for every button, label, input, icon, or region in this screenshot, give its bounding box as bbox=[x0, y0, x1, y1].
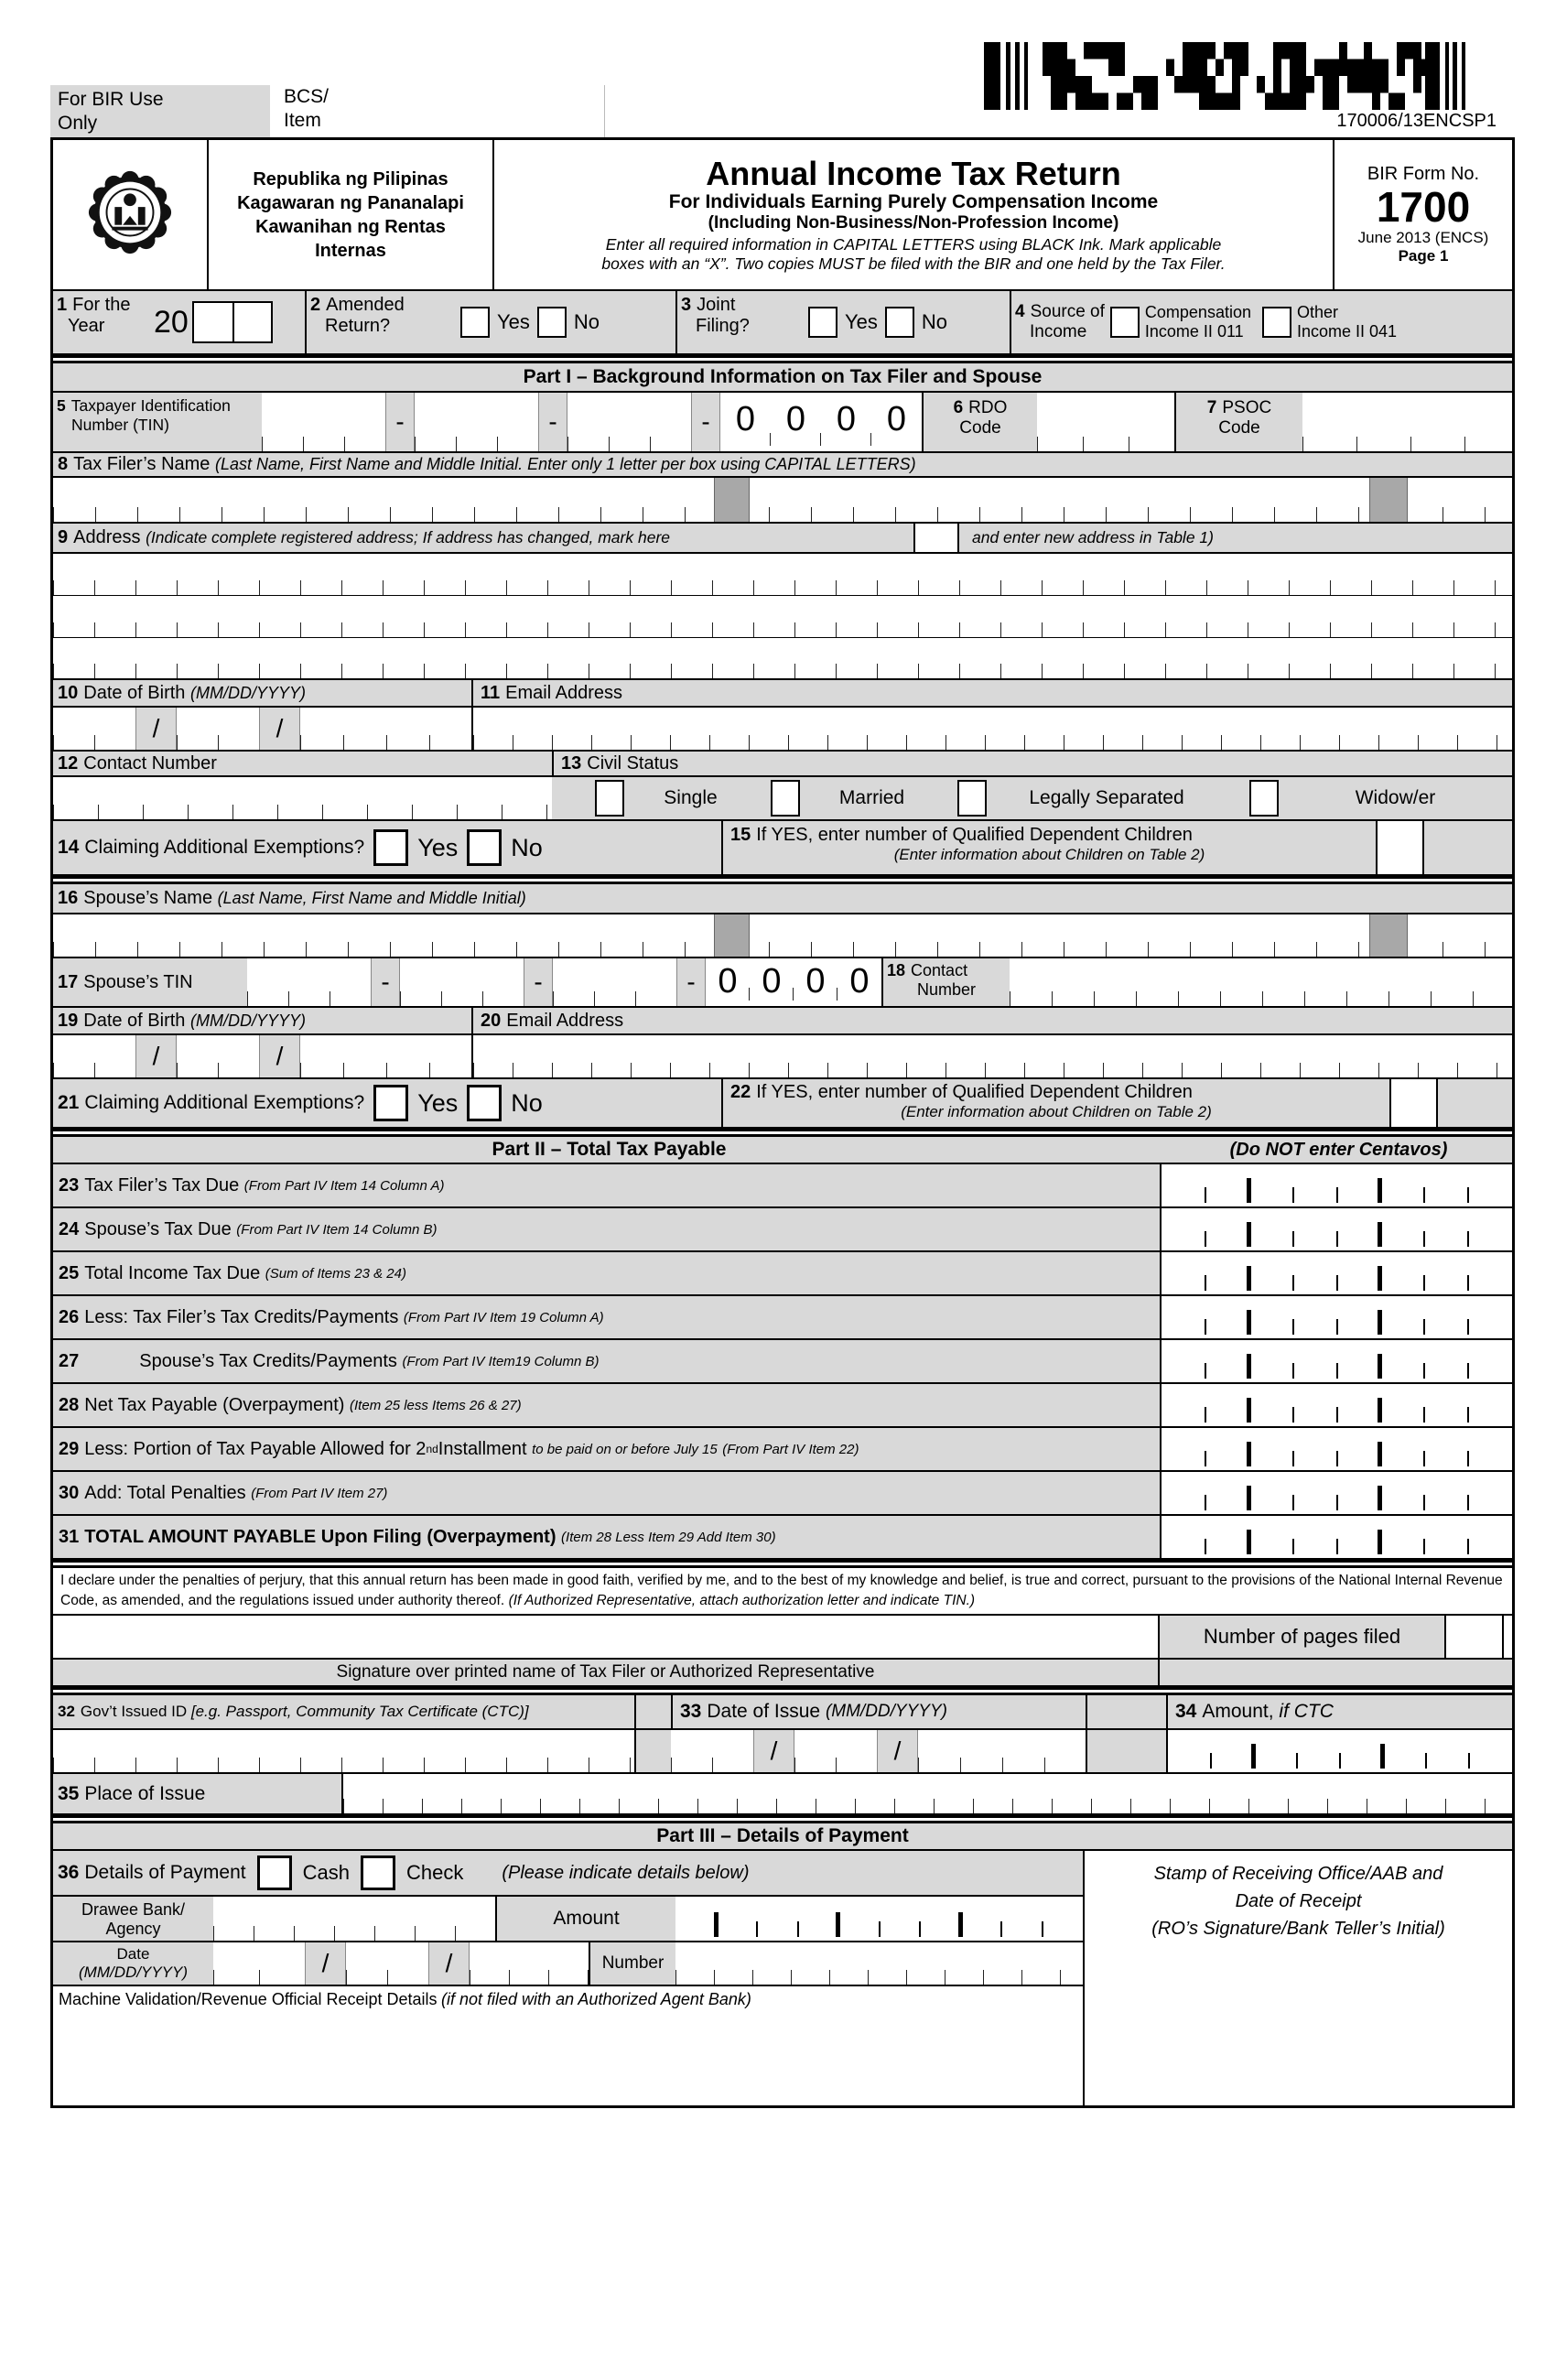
amended-yes-checkbox[interactable] bbox=[460, 307, 490, 338]
items21-22-row bbox=[53, 1079, 1512, 1129]
item35-label: 35 Place of Issue bbox=[53, 1774, 341, 1813]
part1-header: Part I – Background Information on Tax Filer and Spouse bbox=[53, 363, 1512, 393]
payment-amount-label: Amount bbox=[495, 1897, 675, 1941]
item9-label: 9 Address (Indicate complete registered address; If address has changed, mark here bbox=[53, 524, 913, 552]
bir-seal-icon bbox=[85, 168, 175, 262]
address-line3-input[interactable] bbox=[53, 638, 1512, 680]
year-input[interactable] bbox=[192, 301, 273, 343]
tin-branch-0000: 0 0 0 0 bbox=[720, 393, 922, 451]
for-bir-use-line2: Only bbox=[58, 113, 98, 135]
spouse-contact-number-input[interactable] bbox=[1010, 958, 1512, 1006]
exemptions-yes-checkbox[interactable] bbox=[373, 829, 408, 866]
spouse-dob-month-input[interactable] bbox=[53, 1035, 135, 1077]
section-divider bbox=[53, 1129, 1512, 1137]
section-divider bbox=[53, 1815, 1512, 1823]
part2-row-28: 28 Net Tax Payable (Overpayment) (Item 25 less Items 26 & 27) bbox=[53, 1384, 1512, 1428]
item6-label: 6 RDO Code bbox=[922, 393, 1037, 451]
amount-24-input[interactable] bbox=[1160, 1208, 1512, 1250]
spouse-tin-branch-0000: 0 0 0 0 bbox=[706, 958, 881, 1006]
address-line2-input[interactable] bbox=[53, 596, 1512, 638]
items10-11-label-row bbox=[53, 680, 1512, 708]
part3-header: Part III – Details of Payment bbox=[53, 1823, 1512, 1851]
amount-31-input[interactable] bbox=[1160, 1516, 1512, 1558]
section-divider bbox=[53, 1687, 1512, 1695]
joint-yes-checkbox[interactable] bbox=[808, 307, 837, 338]
spouse-dob-day-input[interactable] bbox=[177, 1035, 259, 1077]
item34-label: 34 Amount, if CTC bbox=[1166, 1695, 1512, 1728]
dob-year-input[interactable] bbox=[300, 708, 471, 750]
part3-left bbox=[53, 1851, 1085, 2105]
part2-row-31: 31 TOTAL AMOUNT PAYABLE Upon Filing (Overpayment) (Item 28 Less Item 29 Add Item 30) bbox=[53, 1516, 1512, 1560]
name-separator-band bbox=[714, 914, 750, 957]
spouse-name-input[interactable] bbox=[53, 914, 1512, 958]
form-no-label: BIR Form No. bbox=[1367, 163, 1480, 184]
part2-header: Part II – Total Tax Payable (Do NOT enter Centavos) bbox=[53, 1137, 1512, 1164]
bir-seal-cell bbox=[53, 140, 207, 289]
check-checkbox[interactable] bbox=[361, 1855, 395, 1890]
item3-label: 3 Joint Filing? bbox=[675, 291, 808, 353]
row-items-1-4 bbox=[53, 291, 1512, 355]
agency-name: Republika ng Pilipinas Kagawaran ng Pananalapi Kawanihan ng Rentas Internas bbox=[207, 140, 492, 289]
form-subtitle2: (Including Non-Business/Non-Profession Income) bbox=[708, 213, 1119, 233]
item18-label: 18 Contact Number bbox=[881, 958, 1010, 1006]
signature-label-row bbox=[53, 1660, 1512, 1687]
section-divider bbox=[53, 876, 1512, 884]
spouse-dob-year-input[interactable] bbox=[300, 1035, 471, 1077]
item1-label: 1 For the Year bbox=[57, 295, 131, 336]
item1-year bbox=[154, 291, 305, 353]
contact-number-input[interactable] bbox=[53, 777, 552, 819]
spouse-exemptions-no-checkbox[interactable] bbox=[467, 1085, 502, 1121]
drawee-bank-input[interactable] bbox=[213, 1897, 495, 1941]
part2-row-24: 24 Spouse’s Tax Due (From Part IV Item 14 Column B) bbox=[53, 1208, 1512, 1252]
form-title-cell bbox=[492, 140, 1333, 289]
item36-row: 36 Details of Payment Cash Check (Please indicate details below) bbox=[53, 1851, 1085, 1897]
item14: 14 Claiming Additional Exemptions? Yes No bbox=[53, 821, 721, 874]
items19-20-label-row bbox=[53, 1008, 1512, 1035]
item21: 21 Claiming Additional Exemptions? Yes No bbox=[53, 1079, 721, 1127]
items12-13-label-row bbox=[53, 752, 1512, 777]
taxfiler-name-input[interactable] bbox=[53, 478, 1512, 524]
barcode bbox=[984, 42, 1497, 132]
dob-slash2: / bbox=[259, 708, 300, 750]
items10-11-input-row bbox=[53, 708, 1512, 752]
form-no: 1700 bbox=[1376, 182, 1471, 231]
payment-date-number-row: Date (MM/DD/YYYY) / / Number bbox=[53, 1942, 1085, 1986]
section-divider bbox=[53, 355, 1512, 363]
part2-row-23: 23 Tax Filer’s Tax Due (From Part IV Item 14 Column A) bbox=[53, 1164, 1512, 1208]
part2-row-29: 29 Less: Portion of Tax Payable Allowed for 2 nd Installment to be paid on or before July 15 (From Part IV Item 22) bbox=[53, 1428, 1512, 1472]
tin-dash2: - bbox=[538, 393, 567, 451]
spouse-tin-group3-input[interactable] bbox=[553, 958, 676, 1006]
part3-body bbox=[53, 1851, 1512, 2105]
spouse-email-input[interactable] bbox=[471, 1035, 1512, 1077]
bcs-item-label: BCS/ Item bbox=[284, 86, 330, 132]
form-instructions1: Enter all required information in CAPITAL LETTERS using BLACK Ink. Mark applicable bbox=[605, 235, 1222, 254]
spouse-tin-dash1: - bbox=[371, 958, 400, 1006]
item35-row bbox=[53, 1774, 1512, 1815]
item20-label: 20 Email Address bbox=[471, 1008, 1512, 1033]
drawee-amount-row bbox=[53, 1897, 1085, 1942]
drawee-bank-label: Drawee Bank/ Agency bbox=[53, 1897, 213, 1941]
address-changed-checkbox[interactable] bbox=[913, 524, 959, 552]
address-line1-input[interactable] bbox=[53, 554, 1512, 596]
spouse-dob-slash2: / bbox=[259, 1035, 300, 1077]
govt-id-input[interactable] bbox=[53, 1730, 634, 1772]
year-prefix: 20 bbox=[154, 304, 189, 340]
joint-no-checkbox[interactable] bbox=[885, 307, 914, 338]
email-input[interactable] bbox=[471, 708, 1512, 750]
item32-label: 32 Gov’t Issued ID [e.g. Passport, Community Tax Certificate (CTC)] bbox=[53, 1695, 634, 1728]
form-number-cell bbox=[1333, 140, 1512, 289]
amount-29-input[interactable] bbox=[1160, 1428, 1512, 1470]
no-centavos-note: (Do NOT enter Centavos) bbox=[1229, 1139, 1448, 1160]
form-subtitle1: For Individuals Earning Purely Compensation Income bbox=[668, 191, 1159, 213]
payment-date-day-input[interactable] bbox=[346, 1942, 428, 1985]
item11-label: 11 Email Address bbox=[471, 680, 1512, 706]
for-bir-use-box bbox=[50, 85, 270, 137]
items32-34-label-row bbox=[53, 1695, 1512, 1730]
row-tin bbox=[53, 393, 1512, 453]
signature-caption: Signature over printed name of Tax Filer or Authorized Representative bbox=[53, 1660, 1158, 1685]
stamp-box bbox=[1085, 1851, 1512, 2105]
civil-widow-checkbox[interactable] bbox=[1249, 780, 1279, 817]
amount-27-input[interactable] bbox=[1160, 1340, 1512, 1382]
dob-day-input[interactable] bbox=[177, 708, 259, 750]
machine-validation-label: Machine Validation/Revenue Official Receipt Details bbox=[59, 1990, 438, 2008]
item8-label-row: 8 Tax Filer’s Name (Last Name, First Name and Middle Initial. Enter only 1 letter per box using CAPITAL LETTERS) bbox=[53, 453, 1512, 478]
form-1700 bbox=[50, 137, 1515, 2108]
item15: 15 If YES, enter number of Qualified Dependent Children (Enter information about Children on Table 2) bbox=[721, 821, 1376, 874]
part2-row-25: 25 Total Income Tax Due (Sum of Items 23 & 24) bbox=[53, 1252, 1512, 1296]
signature-row bbox=[53, 1616, 1512, 1660]
amended-no-checkbox[interactable] bbox=[537, 307, 567, 338]
spouse-tin-dash3: - bbox=[676, 958, 706, 1006]
ctc-amount-input[interactable] bbox=[1166, 1730, 1512, 1772]
tin-group2-input[interactable] bbox=[415, 393, 538, 451]
other-income-label: Other Income II 041 bbox=[1296, 303, 1398, 341]
machine-validation-box: Machine Validation/Revenue Official Receipt Details (if not filed with an Authorized Agent Bank) bbox=[53, 1986, 1085, 2105]
item2-label: 2 Amended Return? bbox=[305, 291, 460, 353]
compensation-income-label: Compensation Income II 011 bbox=[1144, 303, 1251, 341]
cash-checkbox[interactable] bbox=[257, 1855, 292, 1890]
item3-options: Yes No bbox=[808, 291, 1010, 353]
item12-label: 12 Contact Number bbox=[53, 752, 552, 775]
form-page-no: Page 1 bbox=[1398, 247, 1449, 265]
items19-20-input-row bbox=[53, 1035, 1512, 1079]
check-number-input[interactable] bbox=[675, 1942, 1083, 1985]
tin-dash3: - bbox=[691, 393, 720, 451]
tin-dash1: - bbox=[385, 393, 415, 451]
spouse-exemptions-yes-checkbox[interactable] bbox=[373, 1085, 408, 1121]
pages-filed-label: Number of pages filed bbox=[1158, 1616, 1444, 1658]
amount-28-input[interactable] bbox=[1160, 1384, 1512, 1426]
name-separator-band bbox=[1369, 478, 1408, 522]
item17-label: 17 Spouse’s TIN bbox=[53, 958, 247, 1006]
qualified-children-count-input[interactable] bbox=[1376, 821, 1424, 874]
name-separator-band bbox=[1369, 914, 1408, 957]
amount-25-input[interactable] bbox=[1160, 1252, 1512, 1294]
civil-married-checkbox[interactable] bbox=[771, 780, 800, 817]
item7-label: 7 PSOC Code bbox=[1174, 393, 1302, 451]
items17-18-row bbox=[53, 958, 1512, 1008]
payment-amount-input[interactable] bbox=[675, 1897, 1083, 1941]
part2-row-26: 26 Less: Tax Filer’s Tax Credits/Payments (From Part IV Item 19 Column A) bbox=[53, 1296, 1512, 1340]
payment-date-month-input[interactable] bbox=[213, 1942, 305, 1985]
exemptions-no-checkbox[interactable] bbox=[467, 829, 502, 866]
form-instructions2: boxes with an “X”. Two copies MUST be filed with the BIR and one held by the Tax Filer. bbox=[601, 254, 1226, 274]
payment-date-year-input[interactable] bbox=[470, 1942, 589, 1985]
amount-30-input[interactable] bbox=[1160, 1472, 1512, 1514]
barcode-caption: 170006/13ENCSP1 bbox=[1336, 111, 1497, 131]
section-divider bbox=[53, 1560, 1512, 1568]
signature-input[interactable] bbox=[53, 1616, 1158, 1658]
form-title: Annual Income Tax Return bbox=[706, 154, 1121, 192]
civil-legally-separated-checkbox[interactable] bbox=[957, 780, 987, 817]
compensation-income-checkbox[interactable] bbox=[1110, 307, 1140, 338]
part2-row-27: 27 Spouse’s Tax Credits/Payments (From Part IV Item19 Column B) bbox=[53, 1340, 1512, 1384]
dob-slash1: / bbox=[135, 708, 177, 750]
check-number-label: Number bbox=[589, 1942, 675, 1985]
item16-label-row: 16 Spouse’s Name (Last Name, First Name and Middle Initial) bbox=[53, 884, 1512, 914]
spouse-qualified-children-count-input[interactable] bbox=[1389, 1079, 1438, 1127]
top-strip-divider bbox=[604, 85, 605, 137]
date-of-issue-input[interactable]: / / bbox=[671, 1730, 1086, 1772]
part2-row-30: 30 Add: Total Penalties (From Part IV Item 27) bbox=[53, 1472, 1512, 1516]
item22: 22 If YES, enter number of Qualified Dependent Children (Enter information about Children on Table 2) bbox=[721, 1079, 1389, 1127]
item2-options: Yes No bbox=[460, 291, 675, 353]
items12-13-input-row bbox=[53, 777, 1512, 821]
civil-status-options: Single Married Legally Separated Widow/er bbox=[552, 777, 1512, 819]
rdo-code-input[interactable] bbox=[1037, 393, 1174, 451]
item13-label: 13 Civil Status bbox=[552, 752, 1512, 775]
item10-label: 10 Date of Birth (MM/DD/YYYY) bbox=[53, 680, 471, 706]
item5-label: 5 Taxpayer Identification Number (TIN) bbox=[53, 393, 262, 451]
item4-source-of-income: 4 Source of Income Compensation Income II 011 Other Income II 041 bbox=[1010, 291, 1512, 353]
spouse-tin-dash2: - bbox=[524, 958, 553, 1006]
spouse-tin-group2-input[interactable] bbox=[400, 958, 524, 1006]
payment-hint: (Please indicate details below) bbox=[502, 1862, 750, 1883]
tin-group1-input[interactable] bbox=[262, 393, 385, 451]
civil-single-checkbox[interactable] bbox=[595, 780, 624, 817]
name-separator-band bbox=[714, 478, 750, 522]
items32-34-input-row bbox=[53, 1730, 1512, 1774]
spouse-dob-slash1: / bbox=[135, 1035, 177, 1077]
item9-label-row bbox=[53, 524, 1512, 554]
stamp-text: Stamp of Receiving Office/AAB and Date of Receipt (RO’s Signature/Bank Teller’s Initial) bbox=[1151, 1864, 1445, 1939]
amount-26-input[interactable] bbox=[1160, 1296, 1512, 1338]
declaration: I declare under the penalties of perjury, that this annual return has been made in good faith, verified by me, and to the best of my knowledge and belief, is true and correct, pursuant to the provisions of the National Internal Revenue Code, as amended, and the regulations issued under authority thereof. (If Authorized Representative, attach authorization letter and indicate TIN.) bbox=[53, 1568, 1512, 1616]
other-income-checkbox[interactable] bbox=[1262, 307, 1291, 338]
psoc-code-input[interactable] bbox=[1302, 393, 1512, 451]
items14-15-row bbox=[53, 821, 1512, 876]
spouse-tin-group1-input[interactable] bbox=[247, 958, 371, 1006]
place-of-issue-input[interactable] bbox=[341, 1774, 1512, 1813]
form-header bbox=[53, 140, 1512, 291]
item19-label: 19 Date of Birth (MM/DD/YYYY) bbox=[53, 1008, 471, 1033]
amount-23-input[interactable] bbox=[1160, 1164, 1512, 1206]
tin-group3-input[interactable] bbox=[567, 393, 691, 451]
payment-date-label: Date (MM/DD/YYYY) bbox=[53, 1942, 213, 1985]
for-bir-use-line1: For BIR Use bbox=[58, 89, 164, 110]
form-version: June 2013 (ENCS) bbox=[1357, 229, 1489, 247]
item33-label: 33 Date of Issue (MM/DD/YYYY) bbox=[671, 1695, 1086, 1728]
item9-hint2: and enter new address in Table 1) bbox=[959, 524, 1512, 552]
dob-month-input[interactable] bbox=[53, 708, 135, 750]
pages-filed-input[interactable] bbox=[1444, 1616, 1504, 1658]
